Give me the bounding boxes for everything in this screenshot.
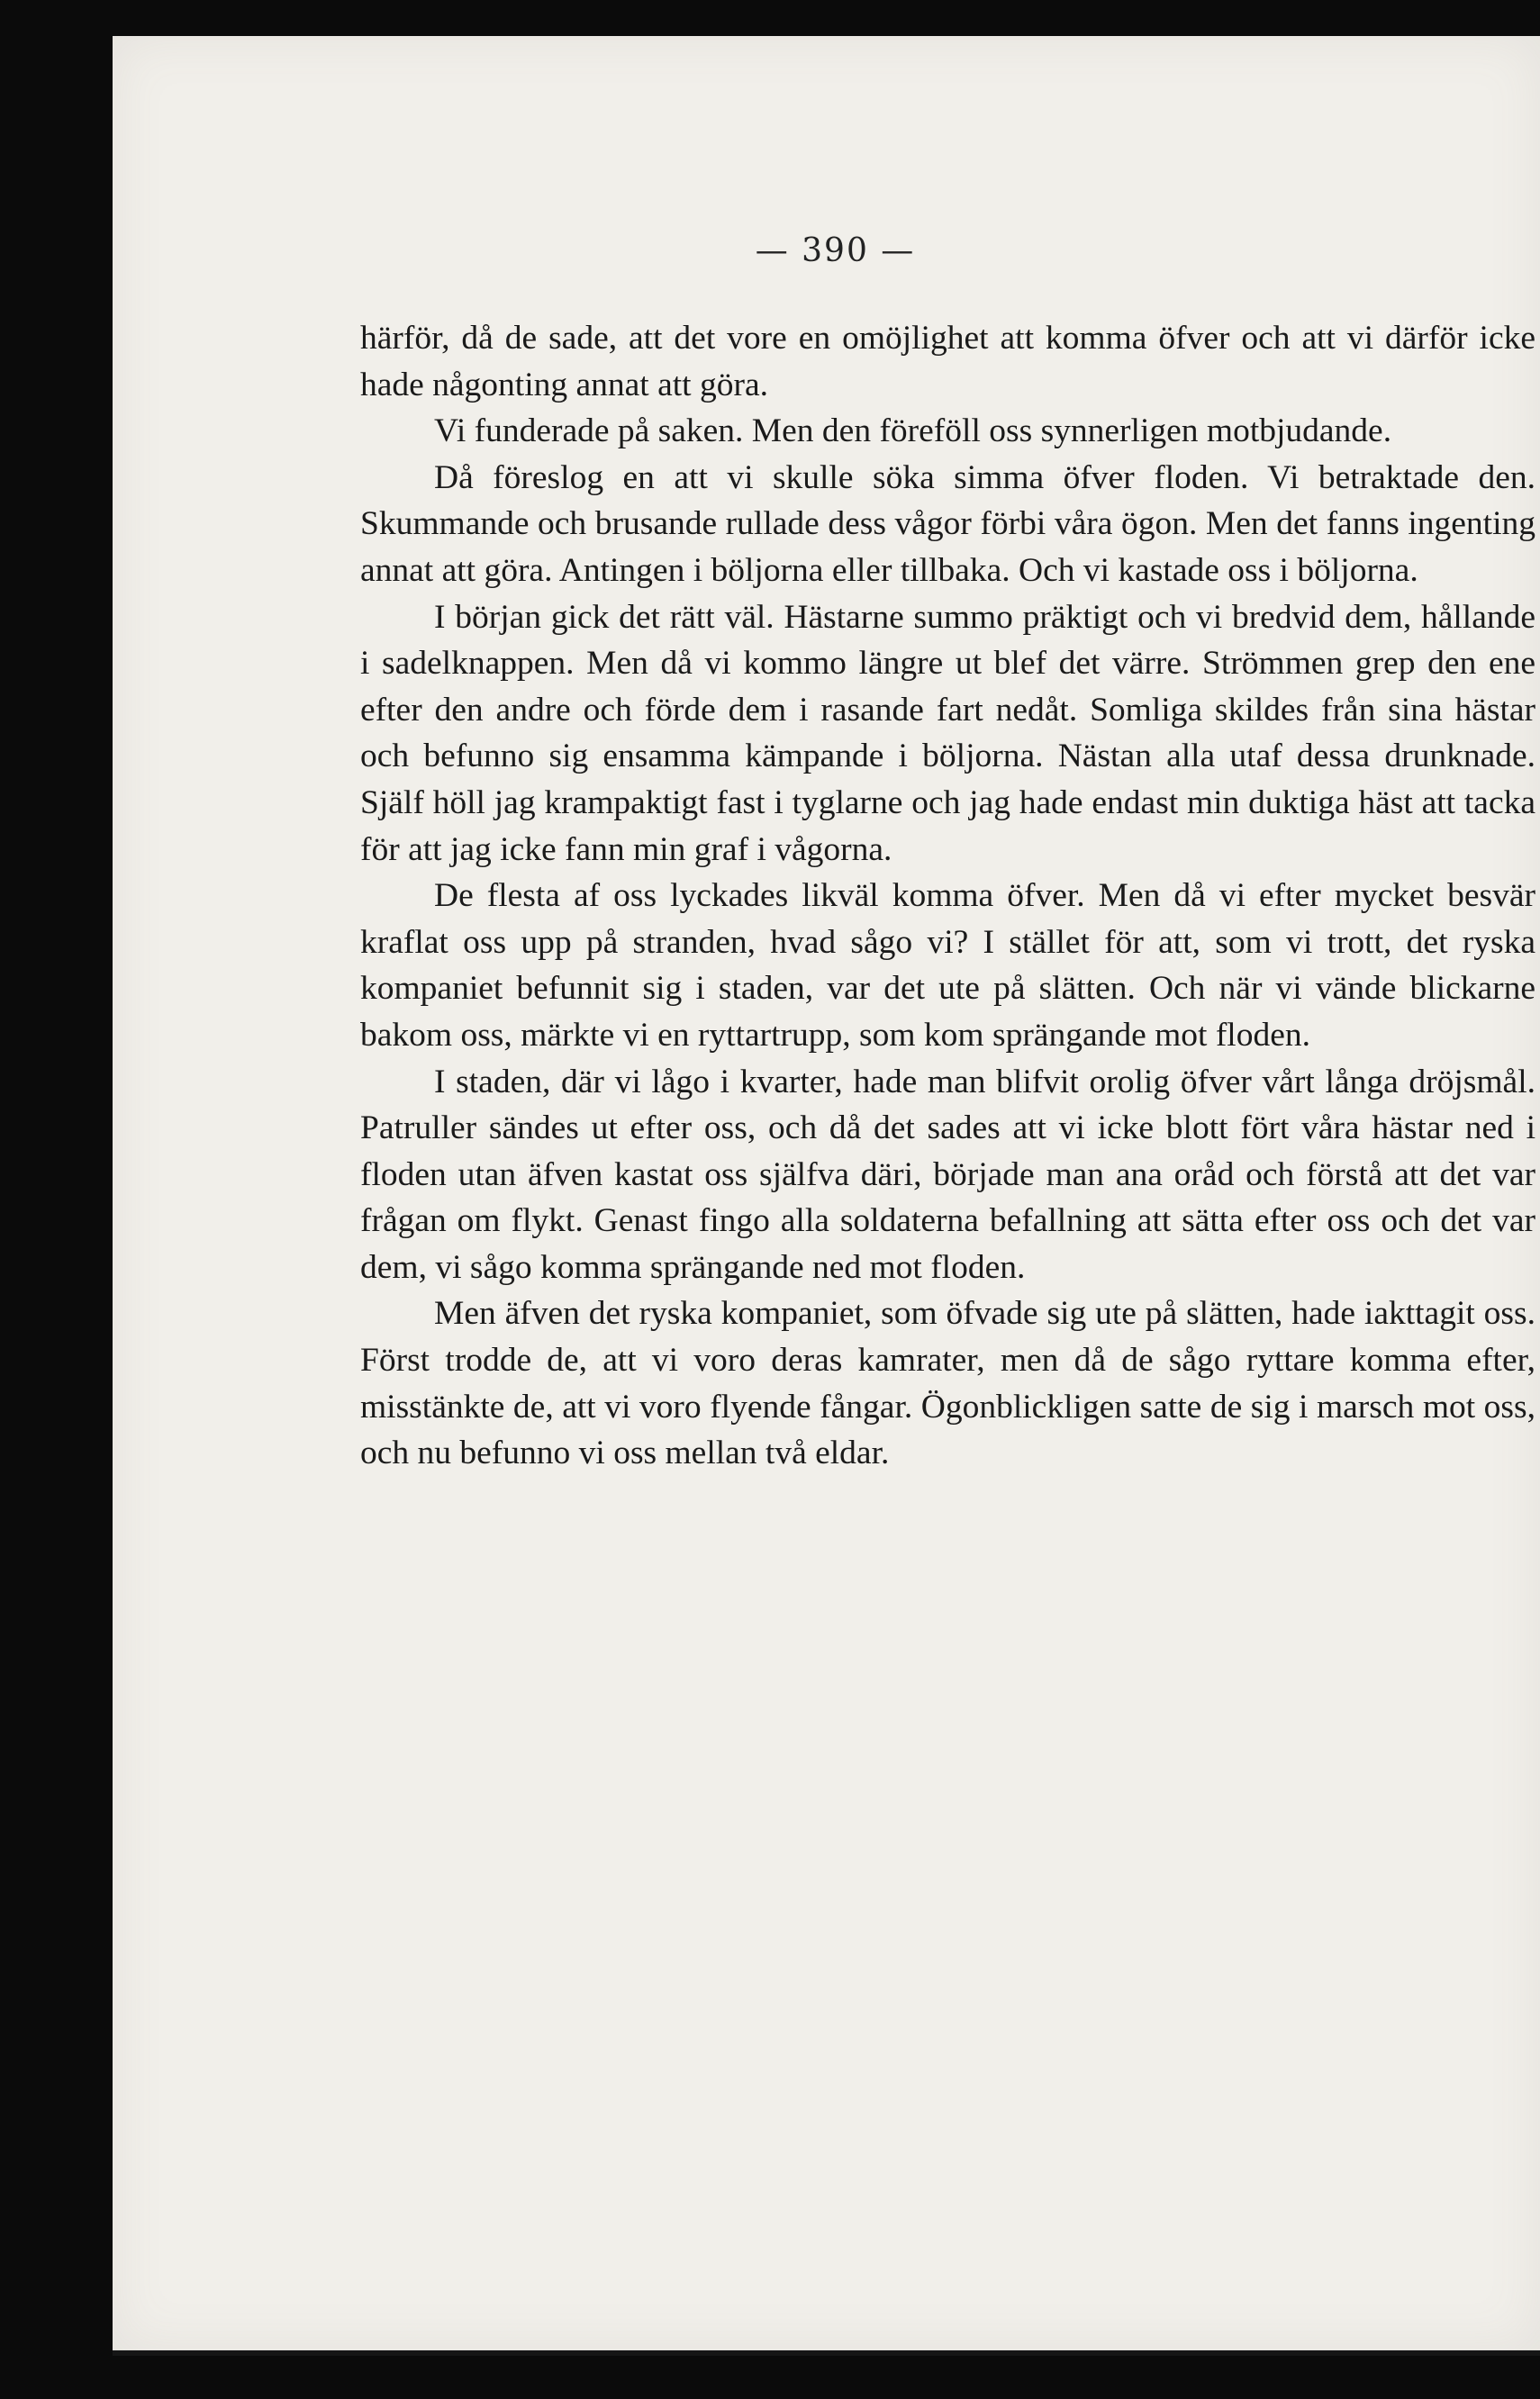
paragraph-1: härför, då de sade, att det vore en omöjlighet att komma öfver och att vi därför icke hade någonting annat att göra. — [360, 320, 1535, 403]
paragraph-7: Men äfven det ryska kompaniet, som öfvade sig ute på slätten, hade iakttagit oss. Först trodde de, att vi voro deras kamrater, men då de sågo ryttare komma efter, misstänkte de, att vi voro flyende fångar. Ögonblickligen satte de sig i marsch mot oss, och nu befunno vi oss mellan två eldar. — [360, 1295, 1535, 1472]
page-edge-shadow — [113, 2350, 1540, 2356]
paragraph-2: Vi funderade på saken. Men den föreföll oss synnerligen motbjudande. — [434, 412, 1392, 450]
book-page — [113, 36, 1540, 2350]
paragraph-6: I staden, där vi lågo i kvarter, hade man blifvit orolig öfver vårt långa dröjsmål. Patruller sändes ut efter oss, och då det sades att vi icke blott fört våra hästar ned i floden utan äfven kastat oss själfva däri, började man ana oråd och förstå att det var frågan om flykt. Genast fingo alla soldaterna befallning att sätta efter oss och det var dem, vi sågo komma sprängande ned mot floden. — [360, 1063, 1535, 1286]
paragraph-5: De flesta af oss lyckades likväl komma öfver. Men då vi efter mycket besvär kraflat oss upp på stranden, hvad sågo vi? I stället för att, som vi trott, det ryska kompaniet befunnit sig i staden, var det ute på slätten. Och när vi vände blickarne bakom oss, märkte vi en ryttartrupp, som kom sprängande mot floden. — [360, 877, 1535, 1054]
page-number: — 390 — — [755, 232, 916, 269]
body-text — [360, 315, 1535, 1477]
paragraph-4: I början gick det rätt väl. Hästarne summo präktigt och vi bredvid dem, hållande i sadelknappen. Men då vi kommo längre ut blef det värre. Strömmen grep den ene efter den andre och förde dem i rasande fart nedåt. Somliga skildes från sina hästar och befunno sig ensamma kämpande i böljorna. Nästan alla utaf dessa drunknade. Själf höll jag krampaktigt fast i tyglarne och jag hade endast min duktiga häst att tacka för att jag icke fann min graf i vågorna. — [360, 598, 1535, 868]
paragraph-3: Då föreslog en att vi skulle söka simma öfver floden. Vi betraktade den. Skummande och brusande rullade dess vågor förbi våra ögon. Men det fanns ingenting annat att göra. Antingen i böljorna eller tillbaka. Och vi kastade oss i böljorna. — [360, 458, 1535, 589]
